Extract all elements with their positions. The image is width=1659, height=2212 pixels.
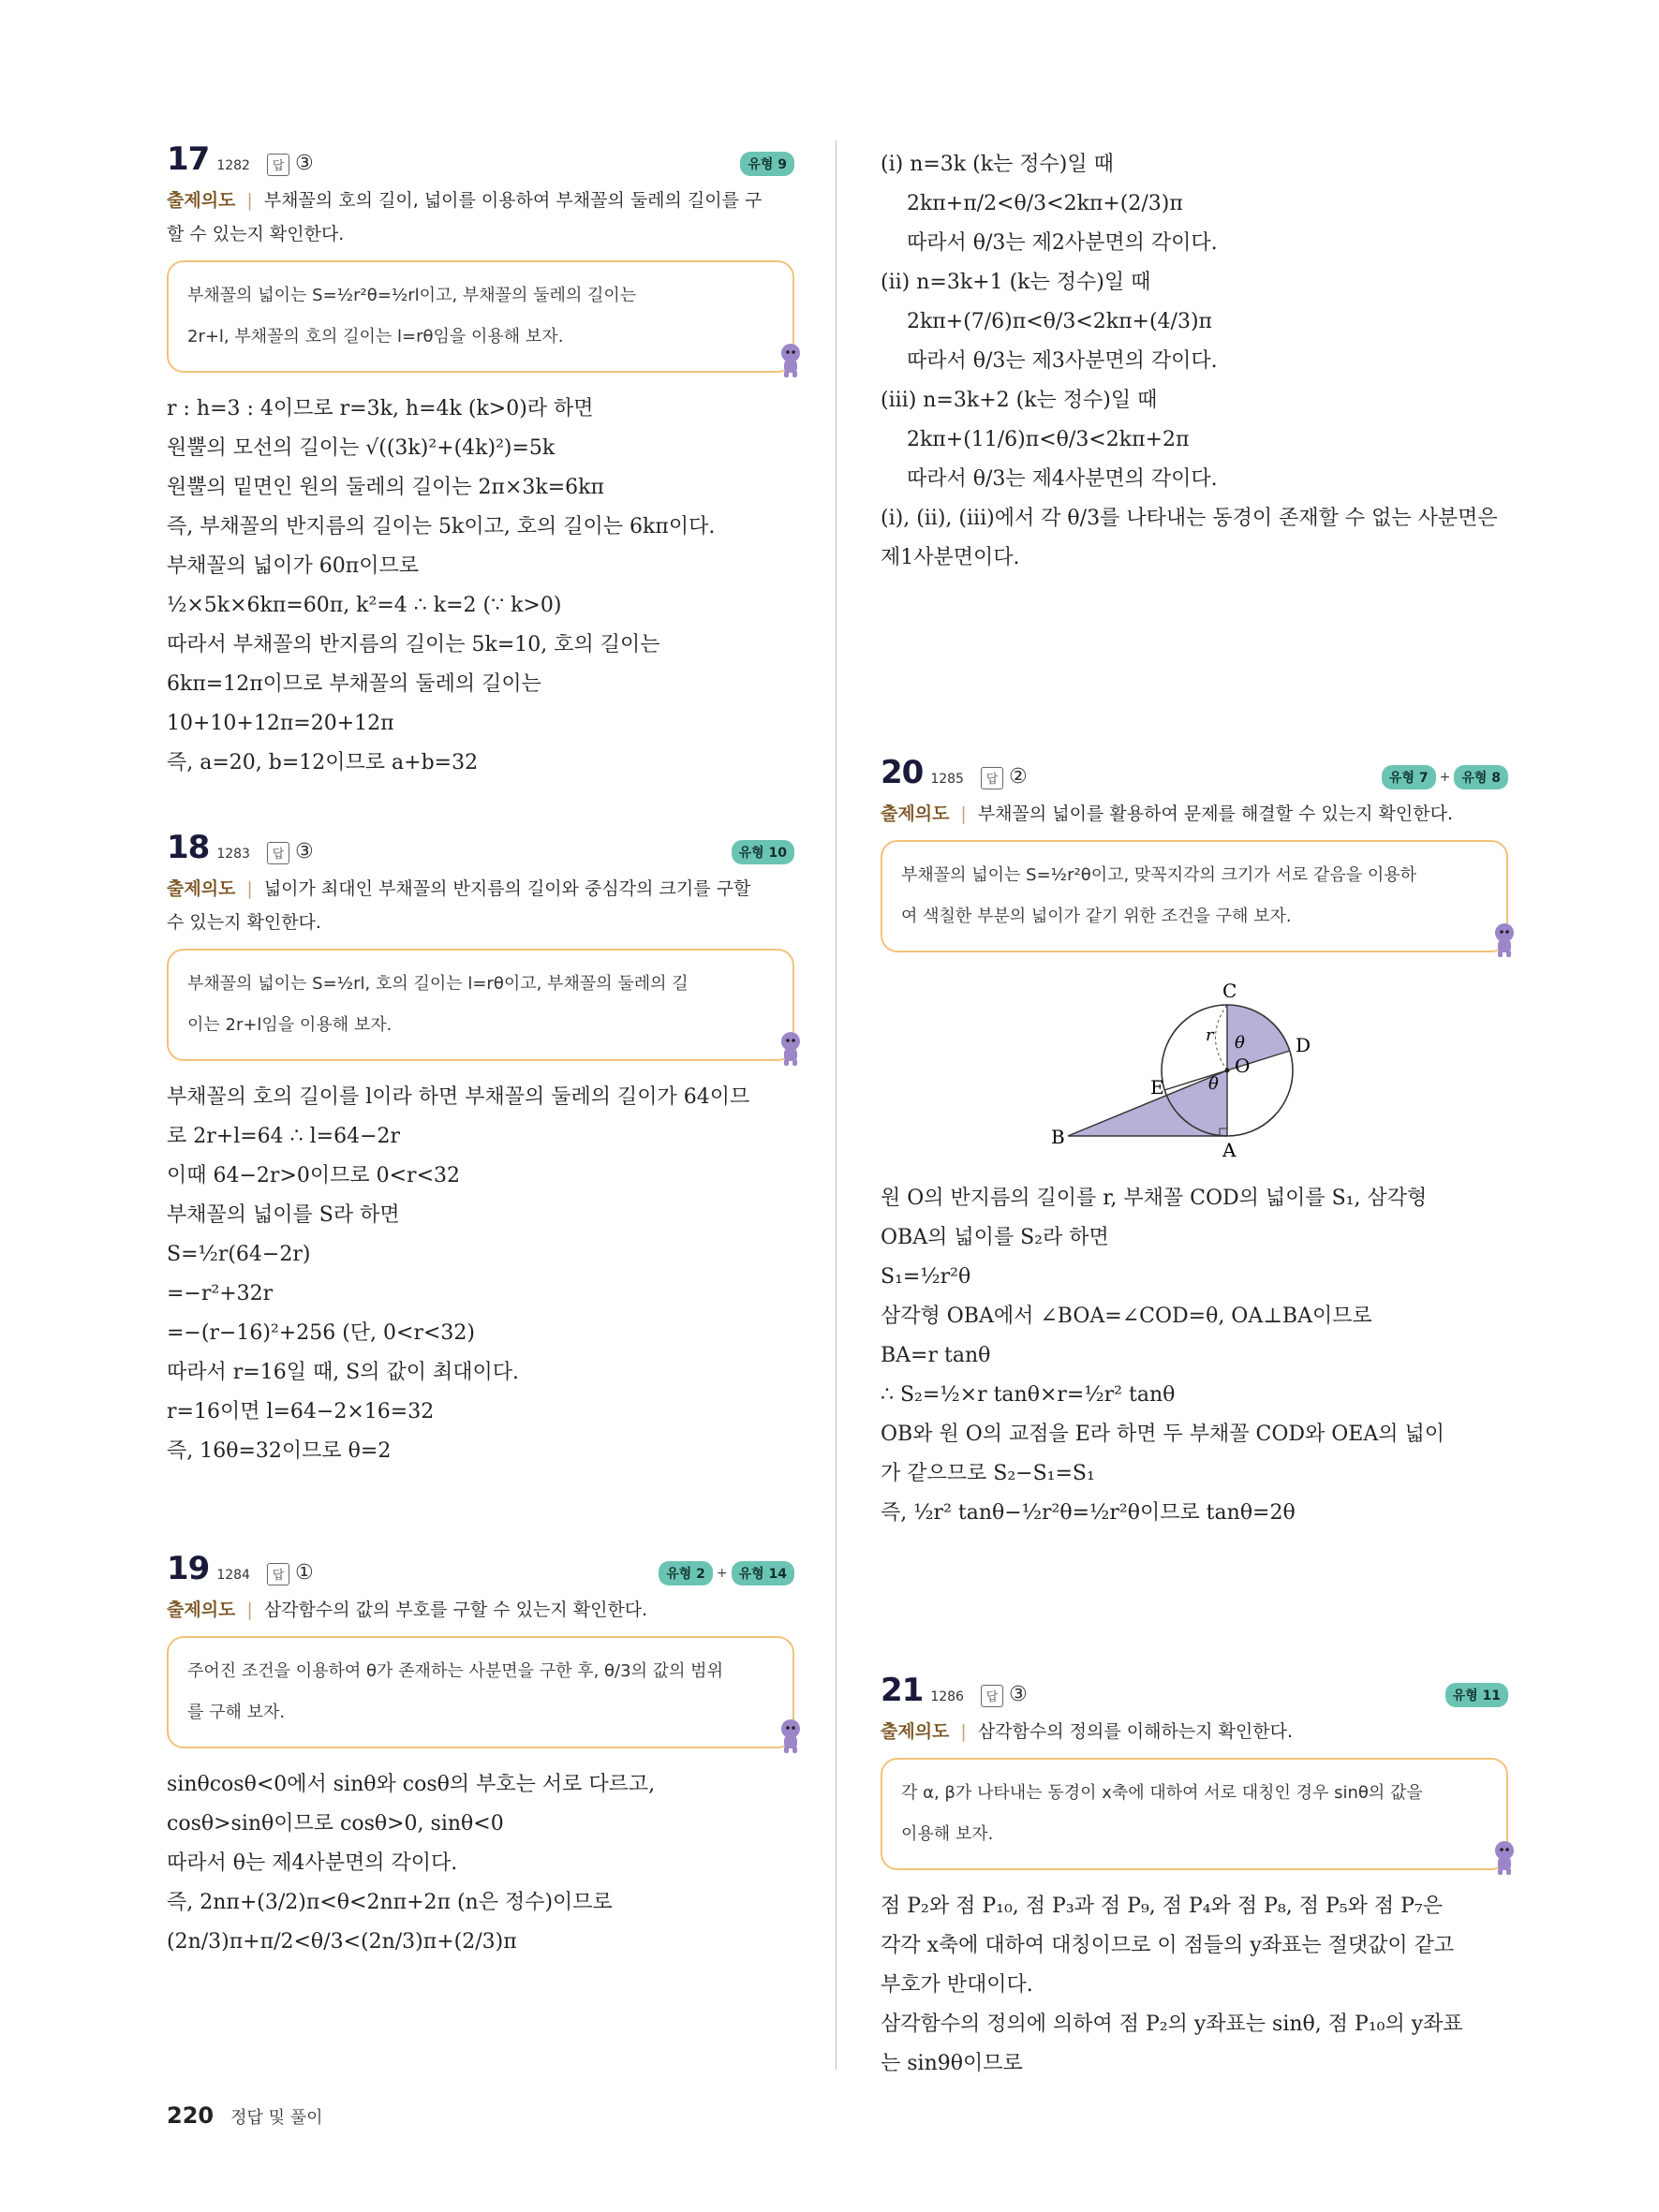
intent-text: 삼각함수의 정의를 이해하는지 확인한다. — [977, 1721, 1294, 1742]
problem-17 — [167, 140, 794, 829]
problem-21 — [881, 1672, 1508, 2084]
solution — [167, 1078, 794, 1471]
radius-brace — [1216, 1005, 1228, 1070]
hint-box — [167, 1636, 794, 1748]
hint-line: 를 구해 보자. — [187, 1703, 286, 1722]
problem-number: 21 — [881, 1672, 924, 1709]
intent-text-2: 수 있는지 확인한다. — [167, 912, 321, 933]
center-point — [1225, 1069, 1230, 1073]
problem-header — [881, 754, 1508, 791]
problem-19-continued — [881, 145, 1508, 754]
intent: 출제의도 | 삼각함수의 정의를 이해하는지 확인한다. — [881, 1721, 1294, 1742]
solution-line: 2kπ+(11/6)π<θ/3<2kπ+2π — [881, 428, 1190, 451]
type-tags: 유형 7 + 유형 8 — [1382, 765, 1508, 789]
hint-line: 여 색칠한 부분의 넓이가 같기 위한 조건을 구해 보자. — [901, 907, 1292, 926]
solution-line: cosθ>sinθ이므로 cosθ>0, sinθ<0 — [167, 1812, 504, 1836]
type-tags — [732, 840, 794, 864]
solution-line: 따라서 부채꼴의 반지름의 길이는 5k=10, 호의 길이는 — [167, 633, 660, 656]
solution-line: 즉, 부채꼴의 반지름의 길이는 5k이고, 호의 길이는 6kπ이다. — [167, 515, 716, 538]
solution-line: 2kπ+π/2<θ/3<2kπ+(2/3)π — [881, 192, 1183, 215]
solution-line: BA=r tanθ — [881, 1344, 991, 1367]
problem-number: 20 — [881, 754, 924, 791]
problem-code: 1283 — [216, 847, 250, 862]
hint-box — [881, 1758, 1508, 1870]
problem-number: 19 — [167, 1550, 210, 1587]
solution-line: 로 2r+l=64 ∴ l=64−2r — [167, 1125, 401, 1148]
solution-line: S=½r(64−2r) — [167, 1243, 311, 1266]
intent-label: 출제의도 — [167, 1600, 236, 1620]
hint-line: 이는 2r+l임을 이용해 보자. — [187, 1015, 393, 1035]
footer-label: 정답 및 풀이 — [230, 2108, 323, 2128]
type-tags: 유형 2 + 유형 14 — [659, 1561, 794, 1585]
label-d: D — [1296, 1034, 1311, 1056]
right-column — [881, 145, 1508, 2084]
solution — [881, 1887, 1508, 2084]
hint-line: 이용해 보자. — [901, 1824, 994, 1844]
hint-box — [881, 840, 1508, 952]
solution-line: =−r²+32r — [167, 1282, 274, 1305]
solution-line: 따라서 θ/3는 제3사분면의 각이다. — [881, 349, 1218, 373]
answer: ③ — [294, 840, 314, 863]
hint-box — [167, 949, 794, 1061]
type-tag: 유형 10 — [732, 840, 794, 864]
left-column — [167, 140, 794, 1962]
problem-header — [167, 829, 794, 866]
solution-line: 10+10+12π=20+12π — [167, 712, 394, 735]
solution-line: 즉, 2nπ+(3/2)π<θ<2nπ+2π (n은 정수)이므로 — [167, 1891, 613, 1914]
solution-line: OB와 원 O의 교점을 E라 하면 두 부채꼴 COD와 OEA의 넓이 — [881, 1423, 1445, 1446]
solution-line: 따라서 θ는 제4사분면의 각이다. — [167, 1851, 458, 1875]
solution-line: 즉, a=20, b=12이므로 a+b=32 — [167, 751, 479, 774]
column-divider — [836, 140, 837, 2070]
solution-line: r=16이면 l=64−2×16=32 — [167, 1400, 435, 1423]
answer: ③ — [294, 152, 314, 175]
label-o: O — [1235, 1054, 1251, 1077]
solution-line: 부채꼴의 넓이를 S라 하면 — [167, 1203, 400, 1227]
intent-text: 부채꼴의 넓이를 활용하여 문제를 해결할 수 있는지 확인한다. — [977, 804, 1453, 824]
intent: 출제의도 | 부채꼴의 호의 길이, 넓이를 이용하여 부채꼴의 둘레의 길이를 구 할 수 있는지 확인한다. — [167, 190, 763, 244]
type-tag: 유형 11 — [1445, 1683, 1508, 1707]
problem-header — [167, 140, 794, 178]
solution — [881, 1179, 1508, 1533]
problem-header — [881, 1672, 1508, 1709]
hint-line: 부채꼴의 넓이는 S=½rl, 호의 길이는 l=rθ이고, 부채꼴의 둘레의 길 — [187, 974, 689, 994]
problem-number: 18 — [167, 829, 210, 866]
problem-code: 1285 — [930, 772, 964, 787]
solution-line: ∴ S₂=½×r tanθ×r=½r² tanθ — [881, 1383, 1176, 1407]
solution-line: 는 sin9θ이므로 — [881, 2052, 1023, 2075]
intent-label: 출제의도 — [881, 1721, 950, 1742]
solution-line: 점 P₂와 점 P₁₀, 점 P₃과 점 P₉, 점 P₄와 점 P₈, 점 P₅와 점 P₇은 — [881, 1895, 1443, 1918]
hint-box — [167, 260, 794, 373]
solution-line: =−(r−16)²+256 (단, 0<r<32) — [167, 1321, 475, 1345]
solution-line: 이때 64−2r>0이므로 0<r<32 — [167, 1164, 460, 1187]
dap-icon: 답 — [267, 154, 289, 176]
mascot-icon — [1489, 921, 1519, 958]
problem-20 — [881, 754, 1508, 1672]
label-r: r — [1206, 1025, 1214, 1045]
problem-code: 1284 — [216, 1568, 250, 1583]
intent-label: 출제의도 — [881, 804, 950, 824]
type-tags — [740, 152, 794, 176]
solution — [167, 390, 794, 783]
intent-label: 출제의도 — [167, 190, 236, 211]
type-tag: 유형 8 — [1454, 765, 1508, 789]
label-c: C — [1222, 980, 1237, 1002]
solution-line: sinθcosθ<0에서 sinθ와 cosθ의 부호는 서로 다르고, — [167, 1773, 656, 1796]
problem-18 — [167, 829, 794, 1550]
circle-diagram — [881, 977, 1508, 1164]
problem-code: 1282 — [216, 158, 250, 173]
type-tag: 유형 2 — [659, 1561, 713, 1585]
solution-line: 부채꼴의 넓이가 60π이므로 — [167, 554, 419, 578]
mascot-icon — [776, 1717, 806, 1754]
type-tag: 유형 14 — [732, 1561, 794, 1585]
solution-line: 삼각함수의 정의에 의하여 점 P₂의 y좌표는 sinθ, 점 P₁₀의 y좌표 — [881, 2013, 1463, 2036]
label-theta-bottom: θ — [1208, 1074, 1219, 1094]
solution — [167, 1765, 794, 1962]
problem-code: 1286 — [930, 1689, 964, 1704]
solution-line: 제1사분면이다. — [881, 546, 1020, 569]
type-tag: 유형 9 — [740, 152, 794, 176]
solution-line: 각각 x축에 대하여 대칭이므로 이 점들의 y좌표는 절댓값이 같고 — [881, 1934, 1455, 1957]
intent-text: 삼각함수의 값의 부호를 구할 수 있는지 확인한다. — [263, 1600, 648, 1620]
hint-line: 주어진 조건을 이용하여 θ가 존재하는 사분면을 구한 후, θ/3의 값의 범위 — [187, 1661, 723, 1681]
intent-text: 부채꼴의 호의 길이, 넓이를 이용하여 부채꼴의 둘레의 길이를 구 — [263, 190, 763, 211]
intent-text: 넓이가 최대인 부채꼴의 반지름의 길이와 중심각의 크기를 구할 — [263, 878, 751, 899]
solution-line: 2kπ+(7/6)π<θ/3<2kπ+(4/3)π — [881, 310, 1212, 333]
solution-line: (i) n=3k (k는 정수)일 때 — [881, 153, 1114, 176]
solution-line: S₁=½r²θ — [881, 1265, 971, 1289]
dap-icon: 답 — [267, 842, 289, 864]
problem-number: 17 — [167, 140, 210, 178]
page-number: 220 — [167, 2102, 215, 2129]
solution-line: 원뿔의 밑면인 원의 둘레의 길이는 2π×3k=6kπ — [167, 476, 604, 499]
problem-header — [167, 1550, 794, 1587]
hint-line: 부채꼴의 넓이는 S=½r²θ=½rl이고, 부채꼴의 둘레의 길이는 — [187, 286, 637, 305]
solution-line: 6kπ=12π이므로 부채꼴의 둘레의 길이는 — [167, 672, 541, 696]
solution-line: 따라서 r=16일 때, S의 값이 최대이다. — [167, 1361, 519, 1384]
solution-line: OBA의 넓이를 S₂라 하면 — [881, 1226, 1109, 1249]
label-a: A — [1222, 1139, 1237, 1161]
intent-label: 출제의도 — [167, 878, 236, 899]
solution-line: 즉, ½r² tanθ−½r²θ=½r²θ이므로 tanθ=2θ — [881, 1501, 1296, 1525]
hint-line: 2r+l, 부채꼴의 호의 길이는 l=rθ임을 이용해 보자. — [187, 327, 564, 347]
problem-19 — [167, 1550, 794, 1962]
solution-line: 부호가 반대이다. — [881, 1973, 1033, 1997]
solution-line: 가 같으므로 S₂−S₁=S₁ — [881, 1462, 1095, 1485]
intent: 출제의도 | 삼각함수의 값의 부호를 구할 수 있는지 확인한다. — [167, 1600, 648, 1620]
solution-line: 즉, 16θ=32이므로 θ=2 — [167, 1439, 392, 1463]
solution-line: 따라서 θ/3는 제2사분면의 각이다. — [881, 231, 1218, 255]
label-theta-top: θ — [1235, 1033, 1245, 1053]
solution-line: (2n/3)π+π/2<θ/3<(2n/3)π+(2/3)π — [167, 1930, 517, 1954]
dap-icon: 답 — [981, 767, 1003, 789]
answer: ② — [1008, 765, 1028, 789]
label-b: B — [1051, 1126, 1065, 1148]
dap-icon: 답 — [267, 1563, 289, 1585]
mascot-icon — [776, 1029, 806, 1067]
intent: 출제의도 | 넓이가 최대인 부채꼴의 반지름의 길이와 중심각의 크기를 구할 수 있는지 확인한다. — [167, 878, 751, 933]
intent: 출제의도 | 부채꼴의 넓이를 활용하여 문제를 해결할 수 있는지 확인한다. — [881, 804, 1453, 824]
type-tag: 유형 7 — [1382, 765, 1436, 789]
hint-line: 부채꼴의 넓이는 S=½r²θ이고, 맞꼭지각의 크기가 서로 같음을 이용하 — [901, 865, 1417, 885]
solution-line: (i), (ii), (iii)에서 각 θ/3를 나타내는 동경이 존재할 수 없는 사분면은 — [881, 507, 1498, 530]
intent-text-2: 할 수 있는지 확인한다. — [167, 224, 345, 244]
dap-icon: 답 — [981, 1685, 1003, 1707]
solution-line: 원뿔의 모선의 길이는 √((3k)²+(4k)²)=5k — [167, 436, 555, 460]
type-tags — [1445, 1683, 1508, 1707]
solution-line: 삼각형 OBA에서 ∠BOA=∠COD=θ, OA⊥BA이므로 — [881, 1305, 1372, 1328]
answer: ① — [294, 1561, 314, 1585]
solution-line: 원 O의 반지름의 길이를 r, 부채꼴 COD의 넓이를 S₁, 삼각형 — [881, 1187, 1428, 1210]
solution-line: ½×5k×6kπ=60π, k²=4 ∴ k=2 (∵ k>0) — [167, 594, 562, 617]
mascot-icon — [776, 341, 806, 378]
solution-line: 부채꼴의 호의 길이를 l이라 하면 부채꼴의 둘레의 길이가 64이므 — [167, 1085, 750, 1109]
answer: ③ — [1008, 1683, 1028, 1706]
solution-line: 따라서 θ/3는 제4사분면의 각이다. — [881, 467, 1218, 491]
solution-line: (iii) n=3k+2 (k는 정수)일 때 — [881, 389, 1158, 412]
solution-line: (ii) n=3k+1 (k는 정수)일 때 — [881, 271, 1151, 294]
label-e: E — [1150, 1076, 1164, 1099]
page-footer — [167, 2102, 323, 2129]
mascot-icon — [1489, 1838, 1519, 1876]
hint-line: 각 α, β가 나타내는 동경이 x축에 대하여 서로 대칭인 경우 sinθ의 값을 — [901, 1783, 1423, 1803]
solution-line: r : h=3 : 4이므로 r=3k, h=4k (k>0)라 하면 — [167, 397, 594, 420]
